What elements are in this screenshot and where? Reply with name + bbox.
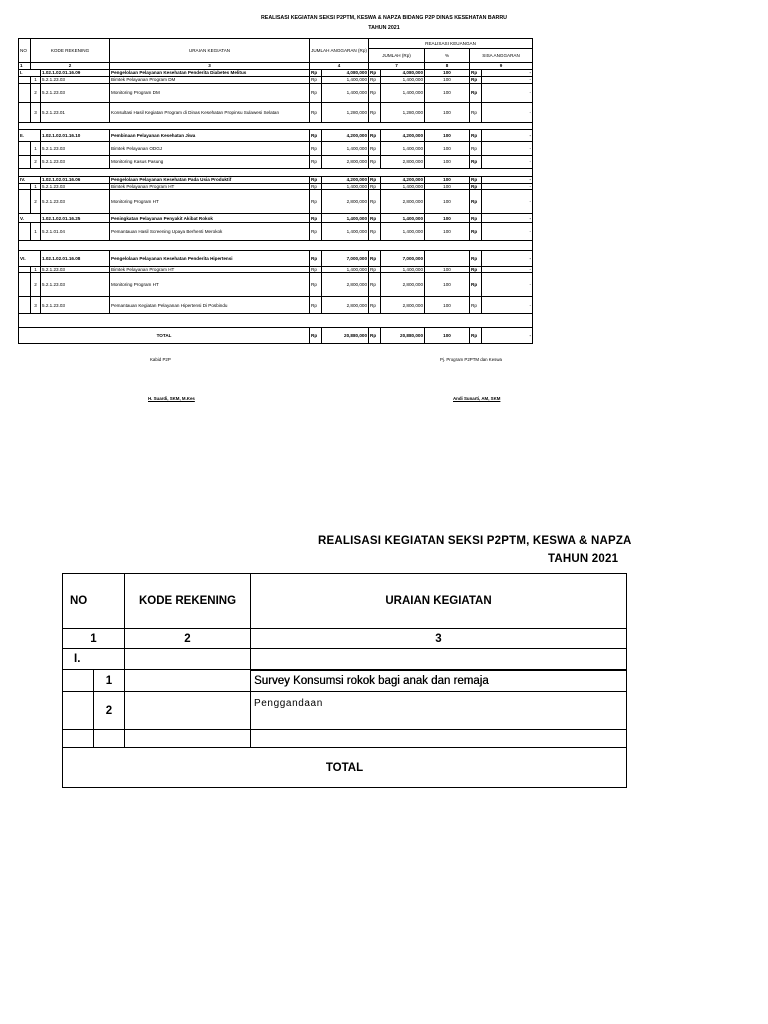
row-pct [425,251,470,267]
row-anggaran: 4,200,000 [322,177,369,184]
currency: Rp [310,223,322,241]
row-no: IV. [19,177,41,184]
table-row [19,103,533,123]
row-pct: 100 [425,267,470,273]
row-jumlah: 1,400,000 [381,184,425,190]
row-sub: 2 [94,692,125,730]
spacer-row [19,241,533,251]
header-uraian: URAIAN KEGIATAN [110,39,310,63]
row-uraian: Monitoring Program DM [110,84,310,103]
header-row [19,39,533,49]
row-anggaran: 1,400,000 [322,184,369,190]
row-jumlah: 4,200,000 [381,177,425,184]
total-label: TOTAL [19,328,310,344]
row-sisa: - [482,267,533,273]
row-anggaran: 1,400,000 [322,84,369,103]
row-kode: 5.2.1.23.03 [41,77,110,84]
currency: Rp [310,251,322,267]
currency: Rp [310,190,322,214]
row-pct: 100 [425,103,470,123]
row-jumlah: 1,280,000 [381,103,425,123]
currency: Rp [470,70,482,77]
row-uraian: Monitoring Program HT [110,190,310,214]
row-kode: 5.2.1.01.04 [41,223,110,241]
row-uraian: Pengelolaan Pelayanan Kesehatan Penderita Hipertensi [110,251,310,267]
row-sub: 1 [31,184,41,190]
row-pct: 100 [425,142,470,156]
colnum: 2 [31,63,110,70]
row-pct: 100 [425,70,470,77]
currency: Rp [310,267,322,273]
currency: Rp [369,267,381,273]
row-pct: 100 [425,77,470,84]
row-sisa: - [482,156,533,169]
header-kode: KODE REKENING [31,39,110,63]
table-row [19,84,533,103]
header-jumlah-anggaran: JUMLAH ANGGARAN (Rp) [310,39,369,63]
budget-table [18,38,533,344]
table-row [19,273,533,297]
header-row [63,574,627,629]
table-row [19,177,533,184]
row-sisa: - [482,273,533,297]
currency: Rp [369,177,381,184]
total-pct: 100 [425,328,470,344]
row-sisa: - [482,77,533,84]
row-kode: 5.2.1.23.01 [41,103,110,123]
currency: Rp [470,223,482,241]
row-no: V. [19,214,41,223]
row-uraian: Bimtek Pelayanan Program HT [110,267,310,273]
row-anggaran: 2,800,000 [322,156,369,169]
header-kode: KODE REKENING [125,574,251,629]
currency: Rp [369,70,381,77]
table-row [19,251,533,267]
row-kode: 5.2.1.23.03 [41,297,110,314]
row-jumlah: 2,800,000 [381,190,425,214]
spacer-row [63,730,627,748]
header-sisa: SISA ANGGARAN [470,49,533,63]
currency: Rp [369,328,381,344]
currency: Rp [470,190,482,214]
table-row [19,297,533,314]
row-uraian: Bimtek Pelayanan Program HT [110,184,310,190]
row-kode: 5.2.1.23.03 [41,142,110,156]
currency: Rp [310,297,322,314]
row-jumlah: 1,400,000 [381,214,425,223]
currency: Rp [369,214,381,223]
row-uraian: Survey Konsumsi rokok bagi anak dan remaja [251,670,627,692]
row-sub: 3 [31,103,41,123]
row-no [63,649,125,670]
row-anggaran: 1,400,000 [322,214,369,223]
left-role: Kabid P2P [150,357,171,362]
row-anggaran: 1,280,000 [322,103,369,123]
row-sisa: - [482,184,533,190]
row-uraian: Penggandaan [251,692,627,730]
row-sisa: - [482,214,533,223]
row-kode: 1.02.1.02.01.16.09 [41,70,110,77]
row-kode: 1.02.1.02.01.16.25 [41,214,110,223]
row-anggaran: 7,000,000 [322,251,369,267]
row-uraian: Monitoring Kasus Pasung [110,156,310,169]
header-no [63,574,125,629]
row-sisa: - [482,190,533,214]
row-no: II. [19,130,41,142]
row-sisa: - [482,223,533,241]
row-anggaran: 1,400,000 [322,267,369,273]
row-sisa: - [482,251,533,267]
right-signatory: Andi Sunarti, AM, SKM [453,396,501,401]
row-anggaran: 1,400,000 [322,77,369,84]
currency: Rp [310,77,322,84]
colnum: 1 [19,63,31,70]
header-no-text: NO [70,595,88,607]
row-uraian: Konsultasi Hasil Kegiatan Program di Dinas Kesehatan Propinsu Sulawesi Selatan [110,103,310,123]
row-sub: 1 [31,77,41,84]
row-kode: 5.2.1.23.03 [41,156,110,169]
colnum: 4 [310,63,369,70]
right-role: Pj. Program P2PTM dan Keswa [440,357,502,362]
currency: Rp [369,223,381,241]
currency: Rp [470,103,482,123]
currency: Rp [470,297,482,314]
table-row [63,670,627,692]
table-row [19,130,533,142]
spacer-row [19,123,533,130]
row-pct: 100 [425,273,470,297]
row-sisa: - [482,130,533,142]
row-kode: 1.02.1.02.01.16.08 [41,251,110,267]
row-sub: 1 [31,142,41,156]
section-row [63,649,627,670]
currency: Rp [470,130,482,142]
colnum: 3 [110,63,310,70]
row-uraian: Pemantauan Kegiatan Pelayanan Hipertensi Di Posbindu [110,297,310,314]
doc-year: TAHUN 2021 [368,25,400,31]
currency: Rp [310,156,322,169]
header-uraian: URAIAN KEGIATAN [251,574,627,629]
row-sub: 1 [31,223,41,241]
total-label: TOTAL [63,748,627,788]
currency: Rp [369,77,381,84]
row-no-text: I. [74,653,81,665]
row-pct: 100 [425,177,470,184]
total-jumlah: 20,880,000 [381,328,425,344]
row-pct: 100 [425,130,470,142]
currency: Rp [310,84,322,103]
row-kode: 1.02.1.02.01.16.10 [41,130,110,142]
currency: Rp [310,130,322,142]
row-pct: 100 [425,184,470,190]
table-row [19,142,533,156]
currency: Rp [310,70,322,77]
currency: Rp [310,273,322,297]
table-row [19,190,533,214]
row-anggaran: 1,400,000 [322,142,369,156]
spacer-row [19,169,533,177]
table-row [19,214,533,223]
doc2-title: REALISASI KEGIATAN SEKSI P2PTM, KESWA & NAPZA [318,535,632,547]
row-jumlah: 7,000,000 [381,251,425,267]
row-kode: 5.2.1.23.03 [41,267,110,273]
table-row [19,156,533,169]
row-jumlah: 2,800,000 [381,273,425,297]
row-anggaran: 4,080,000 [322,70,369,77]
currency: Rp [310,142,322,156]
row-anggaran: 1,400,000 [322,223,369,241]
row-sub: 2 [31,156,41,169]
currency: Rp [369,184,381,190]
header-jumlah: JUMLAH (Rp) [369,49,425,63]
row-no: VI. [19,251,41,267]
row-sub: 1 [31,267,41,273]
column-number-row [63,629,627,649]
row-uraian: Pembinaan Pelayanan Kesehatan Jiwa [110,130,310,142]
currency: Rp [470,156,482,169]
currency: Rp [470,273,482,297]
row-uraian: Pengelolaan Pelayanan Kesehatan Penderita Diabetes Melitus [110,70,310,77]
currency: Rp [369,251,381,267]
column-number-row [19,63,533,70]
currency: Rp [369,297,381,314]
row-pct: 100 [425,190,470,214]
spacer-row [19,314,533,328]
table-row [19,70,533,77]
row-kode: 1.02.1.02.01.16.06 [41,177,110,184]
currency: Rp [470,77,482,84]
header-realisasi: REALISASI KEUANGAN [369,39,533,49]
total-row [63,748,627,788]
doc-title: REALISASI KEGIATAN SEKSI P2PTM, KESWA & NAPZA BIDANG P2P DINAS KESEHATAN BARRU [260,15,508,21]
row-no: I. [19,70,41,77]
currency: Rp [310,177,322,184]
row-pct: 100 [425,223,470,241]
colnum: 1 [63,629,125,649]
currency: Rp [310,184,322,190]
row-jumlah: 4,200,000 [381,130,425,142]
row-jumlah: 2,800,000 [381,156,425,169]
currency: Rp [470,84,482,103]
row-uraian: Pemantauan Hasil Screening Upaya Berhenti Merokok [110,223,310,241]
row-sub: 2 [31,84,41,103]
row-anggaran: 2,800,000 [322,297,369,314]
row-jumlah: 1,400,000 [381,142,425,156]
row-jumlah: 4,080,000 [381,70,425,77]
row-kode: 5.2.1.23.03 [41,84,110,103]
total-row [19,328,533,344]
table-row [63,692,627,730]
row-uraian: Monitoring Program HT [110,273,310,297]
currency: Rp [369,84,381,103]
colnum: 3 [251,629,627,649]
row-jumlah: 1,400,000 [381,77,425,84]
row-jumlah: 1,400,000 [381,267,425,273]
activity-table [62,573,627,788]
currency: Rp [470,328,482,344]
row-pct: 100 [425,297,470,314]
row-pct: 100 [425,214,470,223]
row-sisa: - [482,142,533,156]
row-anggaran: 2,800,000 [322,190,369,214]
row-uraian: Peningkatan Pelayanan Penyakit Akibat Rokok [110,214,310,223]
row-jumlah: 2,800,000 [381,297,425,314]
row-sub: 2 [31,190,41,214]
row-uraian: Pengelolaan Pelayanan Kesehatan Pada Usia Produktif [110,177,310,184]
currency: Rp [310,103,322,123]
total-sisa: - [482,328,533,344]
row-sisa: - [482,177,533,184]
left-signatory: H. Suardi, SKM, M.Kes [148,396,195,401]
row-jumlah: 1,400,000 [381,223,425,241]
row-sub: 2 [31,273,41,297]
row-anggaran: 4,200,000 [322,130,369,142]
row-pct: 100 [425,84,470,103]
row-kode: 5.2.1.23.03 [41,190,110,214]
row-sisa: - [482,70,533,77]
row-sisa: - [482,297,533,314]
currency: Rp [369,273,381,297]
header-no: NO [19,39,31,63]
currency: Rp [310,328,322,344]
row-kode: 5.2.1.23.03 [41,273,110,297]
row-kode: 5.2.1.23.03 [41,184,110,190]
currency: Rp [369,190,381,214]
currency: Rp [470,251,482,267]
colnum: 8 [425,63,470,70]
colnum: 9 [470,63,533,70]
currency: Rp [369,103,381,123]
currency: Rp [470,214,482,223]
table-row [19,223,533,241]
row-sisa: - [482,103,533,123]
colnum: 7 [369,63,425,70]
row-anggaran: 2,800,000 [322,273,369,297]
currency: Rp [470,177,482,184]
currency: Rp [369,142,381,156]
currency: Rp [310,214,322,223]
table-row [19,77,533,84]
row-sisa: - [482,84,533,103]
currency: Rp [369,156,381,169]
row-uraian: Bimtek Pelayanan ODGJ [110,142,310,156]
row-pct: 100 [425,156,470,169]
row-sub: 1 [94,670,125,692]
row-jumlah: 1,400,000 [381,84,425,103]
row-sub: 3 [31,297,41,314]
colnum: 2 [125,629,251,649]
currency: Rp [369,130,381,142]
row-uraian: Bimtek Pelayanan Program DM [110,77,310,84]
currency: Rp [470,267,482,273]
doc2-year: TAHUN 2021 [548,553,619,565]
currency: Rp [470,184,482,190]
header-pct: % [425,49,470,63]
currency: Rp [470,142,482,156]
total-anggaran: 20,880,000 [322,328,369,344]
